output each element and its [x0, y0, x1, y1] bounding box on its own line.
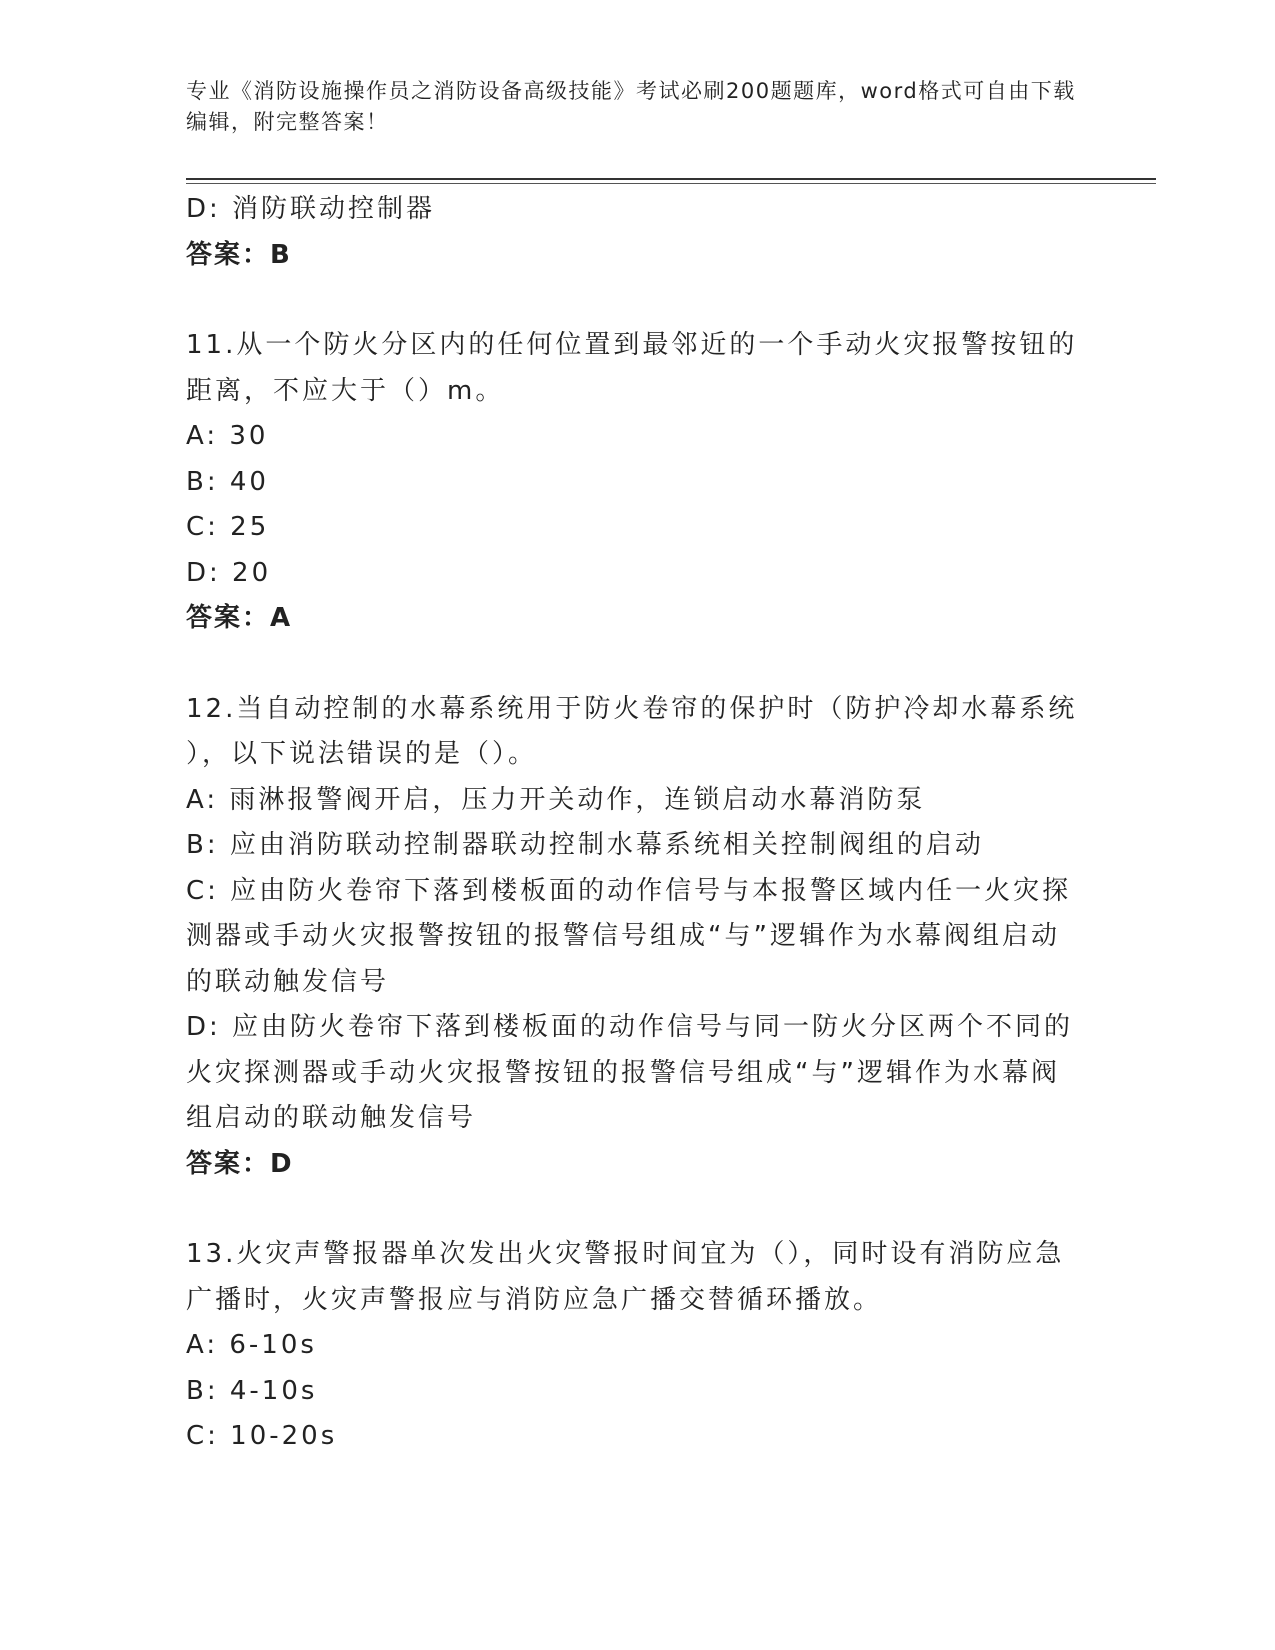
option-c: C: 10-20s — [186, 1421, 338, 1451]
option-a: A: 6-10s — [186, 1330, 317, 1360]
question-stem: 12.当自动控制的水幕系统用于防火卷帘的保护时（防护冷却水幕系统 — [186, 693, 1078, 724]
question-stem: 广播时，火灾声警报应与消防应急广播交替循环播放。 — [186, 1284, 883, 1315]
question-stem: 11.从一个防火分区内的任何位置到最邻近的一个手动火灾报警按钮的 — [186, 330, 1078, 360]
answer-line: 答案：A — [186, 603, 293, 633]
question-13 — [186, 1232, 1086, 1460]
header-title: 专业《消防设施操作员之消防设备高级技能》考试必刷200题题库，word格式可自由下载编辑，附完整答案！ — [186, 79, 1076, 134]
question-content — [186, 187, 1086, 1460]
option-d: D: 20 — [186, 557, 272, 588]
option-c: C: 应由防火卷帘下落到楼板面的动作信号与本报警区域内任一火灾探测器或手动火灾报警按钮的报警信号组成“与”逻辑作为水幕阀组启动的联动触发信号 — [186, 875, 1072, 997]
option-b: B: 40 — [186, 466, 269, 497]
question-11 — [186, 323, 1086, 642]
option-d: D: 消防联动控制器 — [186, 194, 436, 224]
option-a: A: 雨淋报警阀开启，压力开关动作，连锁启动水幕消防泵 — [186, 784, 926, 815]
option-b: B: 4-10s — [186, 1375, 318, 1406]
document-header — [186, 76, 1086, 138]
option-c: C: 25 — [186, 512, 270, 542]
option-b: B: 应由消防联动控制器联动控制水幕系统相关控制阀组的启动 — [186, 830, 984, 860]
question-stem: 13.火灾声警报器单次发出火灾警报时间宜为（），同时设有消防应急 — [186, 1239, 1065, 1269]
question-12 — [186, 687, 1086, 1188]
option-d: D: 应由防火卷帘下落到楼板面的动作信号与同一防火分区两个不同的火灾探测器或手动火灾报警按钮的报警信号组成“与”逻辑作为水幕阀组启动的联动触发信号 — [186, 1012, 1074, 1133]
previous-question-tail — [186, 187, 1086, 278]
question-stem: 距离，不应大于（）m。 — [186, 375, 505, 406]
question-stem: ），以下说法错误的是（）。 — [186, 739, 538, 769]
header-divider-thick — [186, 178, 1156, 180]
answer-line: 答案：D — [186, 1148, 294, 1179]
header-divider-thin — [186, 183, 1156, 184]
option-a: A: 30 — [186, 421, 269, 451]
answer-line: 答案：B — [186, 239, 292, 270]
